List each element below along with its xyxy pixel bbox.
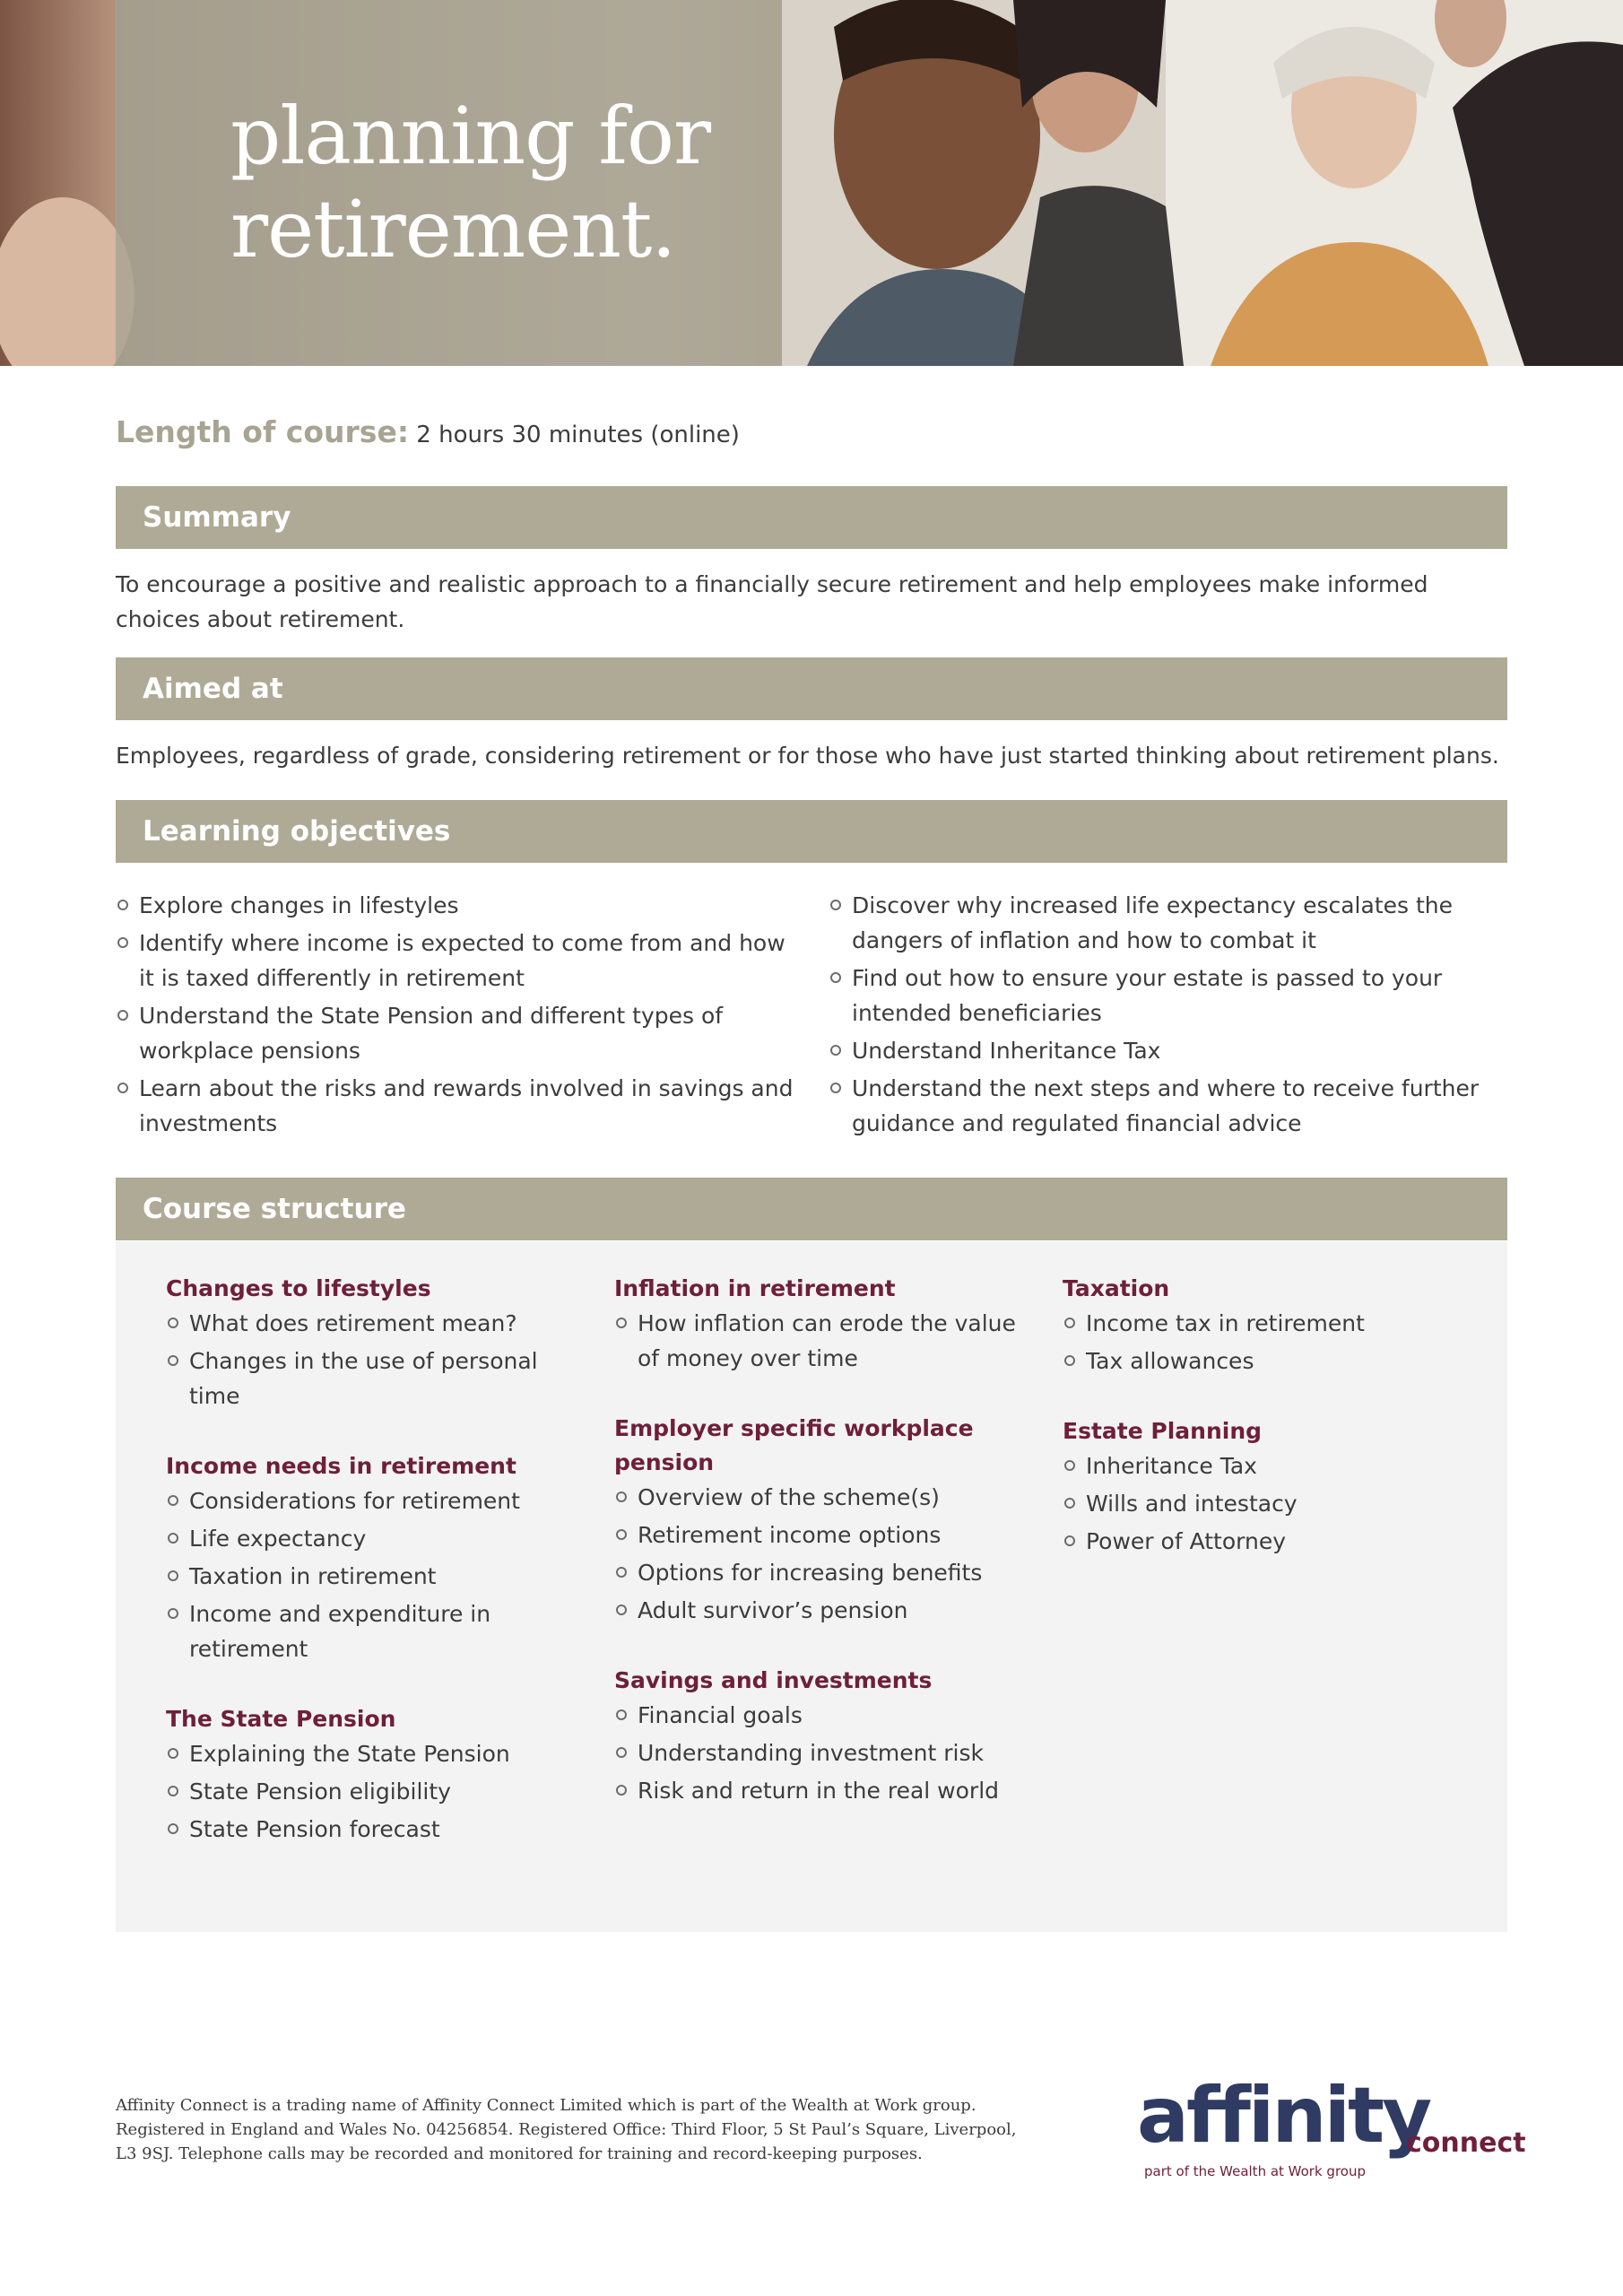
topic-item: Risk and return in the real world — [638, 1778, 1000, 1804]
logo-wordmark: affinity — [1137, 2071, 1430, 2161]
topic-list — [614, 1306, 1018, 1376]
topic-item: State Pension eligibility — [189, 1779, 451, 1805]
bullet-icon — [1064, 1498, 1075, 1509]
objectives-header — [116, 800, 1507, 863]
aimed-at-text: Employees, regardless of grade, considering retirement or for those who have just started thinking about retirement plans. — [116, 743, 1499, 769]
structure-column-1 — [166, 1272, 569, 1883]
bullet-icon — [117, 937, 128, 948]
topic-item: Income and expenditure in retirement — [189, 1601, 491, 1662]
objective-text: Explore changes in lifestyles — [139, 892, 459, 918]
bullet-icon — [117, 1083, 128, 1093]
bullet-icon — [1064, 1535, 1075, 1546]
topic-item: Life expectancy — [189, 1526, 367, 1552]
list-item — [614, 1555, 1018, 1590]
topic-item: Changes in the use of personal time — [189, 1348, 538, 1409]
list-item — [1063, 1306, 1466, 1341]
bullet-icon — [168, 1608, 178, 1619]
topic-heading: The State Pension — [166, 1706, 396, 1732]
bullet-icon — [168, 1495, 178, 1506]
bullet-icon — [616, 1318, 627, 1328]
bullet-icon — [616, 1747, 627, 1758]
topic-item: Financial goals — [638, 1702, 803, 1728]
list-item — [829, 1033, 1510, 1068]
list-item — [116, 888, 797, 923]
topic-item: Retirement income options — [638, 1522, 942, 1548]
list-item — [614, 1773, 1018, 1808]
bullet-icon — [616, 1492, 627, 1502]
page-title — [230, 90, 710, 276]
structure-column-2 — [614, 1272, 1018, 1844]
summary-heading: Summary — [143, 501, 291, 534]
topic-heading: Taxation — [1063, 1275, 1170, 1301]
topic-group — [166, 1702, 569, 1847]
topic-list — [614, 1480, 1018, 1628]
list-item — [166, 1483, 569, 1518]
list-item — [166, 1344, 569, 1413]
list-item — [116, 998, 797, 1068]
list-item — [1063, 1524, 1466, 1559]
summary-text: To encourage a positive and realistic approach to a financially secure retirement and help employees make informed choices about retirement. — [116, 571, 1428, 632]
topic-item: State Pension forecast — [189, 1816, 440, 1842]
list-item — [1063, 1344, 1466, 1378]
bullet-icon — [830, 900, 841, 910]
list-item — [829, 961, 1510, 1031]
affinity-connect-logo — [1137, 2071, 1526, 2185]
topic-item: Taxation in retirement — [189, 1563, 437, 1589]
legal-footer: Affinity Connect is a trading name of Affinity Connect Limited which is part of the Wealth at Work group. Registered in England and Wales No. 04256854. Registered Office: Third Floor, 5 St Paul’s Square, Liverpool, L3 9SJ. Telephone calls may be recorded and monitored for training and record-keeping purposes. — [116, 2096, 1017, 2163]
bullet-icon — [616, 1529, 627, 1540]
objective-text: Understand the State Pension and different types of workplace pensions — [139, 1003, 724, 1064]
summary-header — [116, 486, 1507, 549]
bullet-icon — [616, 1785, 627, 1796]
structure-heading: Course structure — [143, 1193, 406, 1225]
aimed-at-heading: Aimed at — [143, 673, 283, 705]
objective-text: Understand Inheritance Tax — [852, 1038, 1161, 1064]
topic-heading: Employer specific workplace pension — [614, 1415, 974, 1475]
topic-item: Explaining the State Pension — [189, 1741, 510, 1767]
topic-group — [1063, 1414, 1466, 1559]
bullet-icon — [830, 1083, 841, 1093]
list-item — [614, 1735, 1018, 1770]
topic-item: Inheritance Tax — [1086, 1453, 1257, 1479]
list-item — [829, 888, 1510, 958]
objective-text: Learn about the risks and rewards involved in savings and investments — [139, 1075, 794, 1136]
topic-list — [166, 1736, 569, 1847]
list-item — [166, 1812, 569, 1847]
logo-tagline: part of the Wealth at Work group — [1144, 2163, 1366, 2179]
list-item — [614, 1518, 1018, 1552]
bullet-icon — [168, 1355, 178, 1366]
bullet-icon — [168, 1823, 178, 1834]
topic-list — [1063, 1448, 1466, 1559]
bullet-icon — [1064, 1355, 1075, 1366]
list-item — [614, 1306, 1018, 1376]
bullet-icon — [168, 1533, 178, 1544]
objectives-left-list — [116, 888, 797, 1141]
objectives-right-column — [829, 888, 1510, 1144]
list-item — [166, 1559, 569, 1594]
title-line-1: planning for — [230, 90, 711, 182]
topic-item: What does retirement mean? — [189, 1310, 517, 1336]
topic-item: Income tax in retirement — [1086, 1310, 1365, 1336]
objectives-left-column — [116, 888, 797, 1144]
bullet-icon — [168, 1786, 178, 1796]
topic-list — [166, 1306, 569, 1413]
objectives-right-list — [829, 888, 1510, 1141]
bullet-icon — [168, 1570, 178, 1581]
bullet-icon — [830, 972, 841, 983]
bullet-icon — [830, 1045, 841, 1056]
topic-item: Adult survivor’s pension — [638, 1597, 908, 1623]
topic-group — [614, 1272, 1018, 1376]
list-item — [1063, 1486, 1466, 1521]
bullet-icon — [168, 1318, 178, 1328]
bullet-icon — [117, 1010, 128, 1021]
structure-column-3 — [1063, 1272, 1466, 1595]
list-item — [166, 1521, 569, 1556]
course-length — [116, 414, 740, 449]
list-item — [614, 1480, 1018, 1515]
aimed-at-header — [116, 657, 1507, 720]
course-length-label: Length of course: — [116, 414, 410, 449]
list-item — [1063, 1448, 1466, 1483]
objective-text: Identify where income is expected to come from and how it is taxed differently in retirement — [139, 930, 785, 991]
bullet-icon — [616, 1709, 627, 1720]
topic-item: Tax allowances — [1086, 1348, 1254, 1374]
logo-connect-text: connect — [1406, 2127, 1526, 2159]
topic-list — [166, 1483, 569, 1666]
bullet-icon — [1064, 1460, 1075, 1471]
objective-text: Discover why increased life expectancy escalates the dangers of inflation and how to combat it — [852, 892, 1454, 953]
list-item — [166, 1306, 569, 1341]
list-item — [614, 1698, 1018, 1733]
list-item — [166, 1736, 569, 1771]
list-item — [116, 1071, 797, 1141]
list-item — [116, 926, 797, 996]
topic-item: Power of Attorney — [1086, 1528, 1286, 1554]
topic-item: Wills and intestacy — [1086, 1491, 1298, 1517]
hero-banner — [0, 0, 1623, 366]
bullet-icon — [616, 1567, 627, 1578]
structure-header — [116, 1178, 1507, 1240]
topic-list — [1063, 1306, 1466, 1378]
topic-group — [1063, 1272, 1466, 1378]
bullet-icon — [1064, 1318, 1075, 1328]
topic-item: How inflation can erode the value of money over time — [638, 1310, 1016, 1371]
topic-item: Considerations for retirement — [189, 1488, 520, 1514]
bullet-icon — [117, 900, 128, 910]
topic-item: Options for increasing benefits — [638, 1560, 983, 1586]
topic-group — [614, 1664, 1018, 1808]
list-item — [614, 1593, 1018, 1628]
bullet-icon — [616, 1605, 627, 1615]
topic-item: Overview of the scheme(s) — [638, 1484, 940, 1510]
topic-group — [166, 1449, 569, 1666]
objectives-heading: Learning objectives — [143, 815, 451, 848]
topic-list — [614, 1698, 1018, 1808]
list-item — [166, 1596, 569, 1666]
title-line-2: retirement. — [230, 183, 676, 275]
topic-item: Understanding investment risk — [638, 1740, 984, 1766]
topic-heading: Inflation in retirement — [614, 1275, 896, 1301]
objective-text: Understand the next steps and where to receive further guidance and regulated financial advice — [852, 1075, 1480, 1136]
topic-heading: Savings and investments — [614, 1667, 933, 1693]
topic-heading: Changes to lifestyles — [166, 1275, 431, 1301]
list-item — [166, 1774, 569, 1809]
bullet-icon — [168, 1748, 178, 1759]
topic-heading: Income needs in retirement — [166, 1453, 516, 1479]
topic-heading: Estate Planning — [1063, 1418, 1263, 1444]
topic-group — [614, 1412, 1018, 1628]
topic-group — [166, 1272, 569, 1413]
course-length-value: 2 hours 30 minutes (online) — [416, 422, 740, 448]
objective-text: Find out how to ensure your estate is passed to your intended beneficiaries — [852, 965, 1443, 1026]
list-item — [829, 1071, 1510, 1141]
